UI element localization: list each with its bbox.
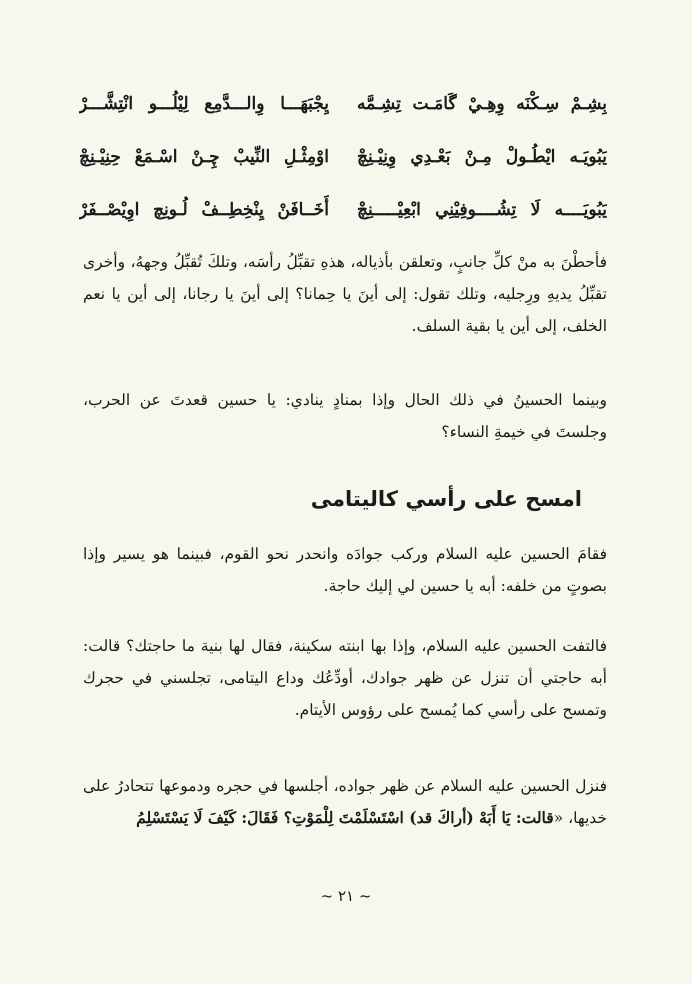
poem-verse-1 (79, 86, 607, 122)
poem-verse-2 (79, 139, 607, 175)
section-heading: امسح على رأسي كاليتامى (310, 487, 582, 511)
verse-1-first-hemistich: بِشِـمْ سِـكْنَه وِهِـيْ گَامَـت تِشِـمَّه (357, 94, 607, 114)
verse-3-first-hemistich: يَبُويَــــه لَا تِشُــــوفِيْنِي ابْعِيْـــــنِچْ (357, 200, 607, 220)
paragraph-sukayna-request: فالتفت الحسين عليه السلام، وإذا بها ابنته سكينة، فقال لها بنية ما حاجتك؟ قالت: أبه حاجتي أن تنزل عن ظهر جوادك، أودِّعُك وداع اليتامى، تجلسني في حجرك وتمسح على رأسي كما يُمسح على رؤوس الأيتام. (83, 637, 607, 719)
page-number: ~ ٢١ ~ (320, 887, 372, 905)
paragraph-hussain-dismounts (83, 770, 607, 834)
paragraph-farewell-women: فأحطْنَ به منْ كلِّ جانبٍ، وتعلقن بأذياله، هذهِ تقبِّلُ رأسَه، وتلكَ تُقبِّلُ وجههُ، وأخرى تقبِّلُ يديهِ ورِجليه، وتلك تقول: إلى أينَ يا حِمانا؟ إلى أينَ يا رجانا، إلى أين يا نعم الخلف، إلى أين يا بقية السلف. (83, 253, 607, 335)
quoted-dialogue: قالت: يَا أَبَهْ (أراكَ قد) اسْتَسْلَمْتَ لِلْمَوْتِ؟ فَقَالَ: كَيْفَ لَا يَسْتَسْلِمُ (136, 808, 554, 827)
poem-verse-3 (79, 192, 607, 228)
paragraph-plain-text: فنزل الحسين عليه السلام عن ظهر جواده، أجلسها في حجره ودموعها تتحادرُ على خديها، « (83, 777, 607, 827)
paragraph-caller: وبينما الحسينُ في ذلك الحال وإذا بمنادٍ ينادي: يا حسين قعدتَ عن الحرب، وجلستَ في خيمةِ النساء؟ (83, 391, 607, 441)
verse-3-second-hemistich: أَخَــافَنْ يِنْخِطِــفْ لُـونِچ اوِيْصْــفَرْ (79, 200, 329, 220)
paragraph-hussain-rides: فقامَ الحسين عليه السلام وركب جوادَه وانحدر نحو القوم، فبينما هو يسير وإذا بصوتٍ من خلفه: أبه يا حسين لي إليك حاجة. (83, 545, 607, 595)
verse-1-second-hemistich: يِجْبَهَـــا وِالـــدَّمِع لِيْلُـــو انْتِشَّـــرْ (79, 94, 329, 114)
verse-2-second-hemistich: اوْمِثْـلِ النِّيبْ چِـنْ اسْـمَعْ حِنِيْـنِچْ (79, 147, 329, 167)
verse-2-first-hemistich: يَبُويَـه ايْطُـولْ مِـنْ بَعْـدِي وِنِيْـنِچْ (357, 147, 607, 167)
